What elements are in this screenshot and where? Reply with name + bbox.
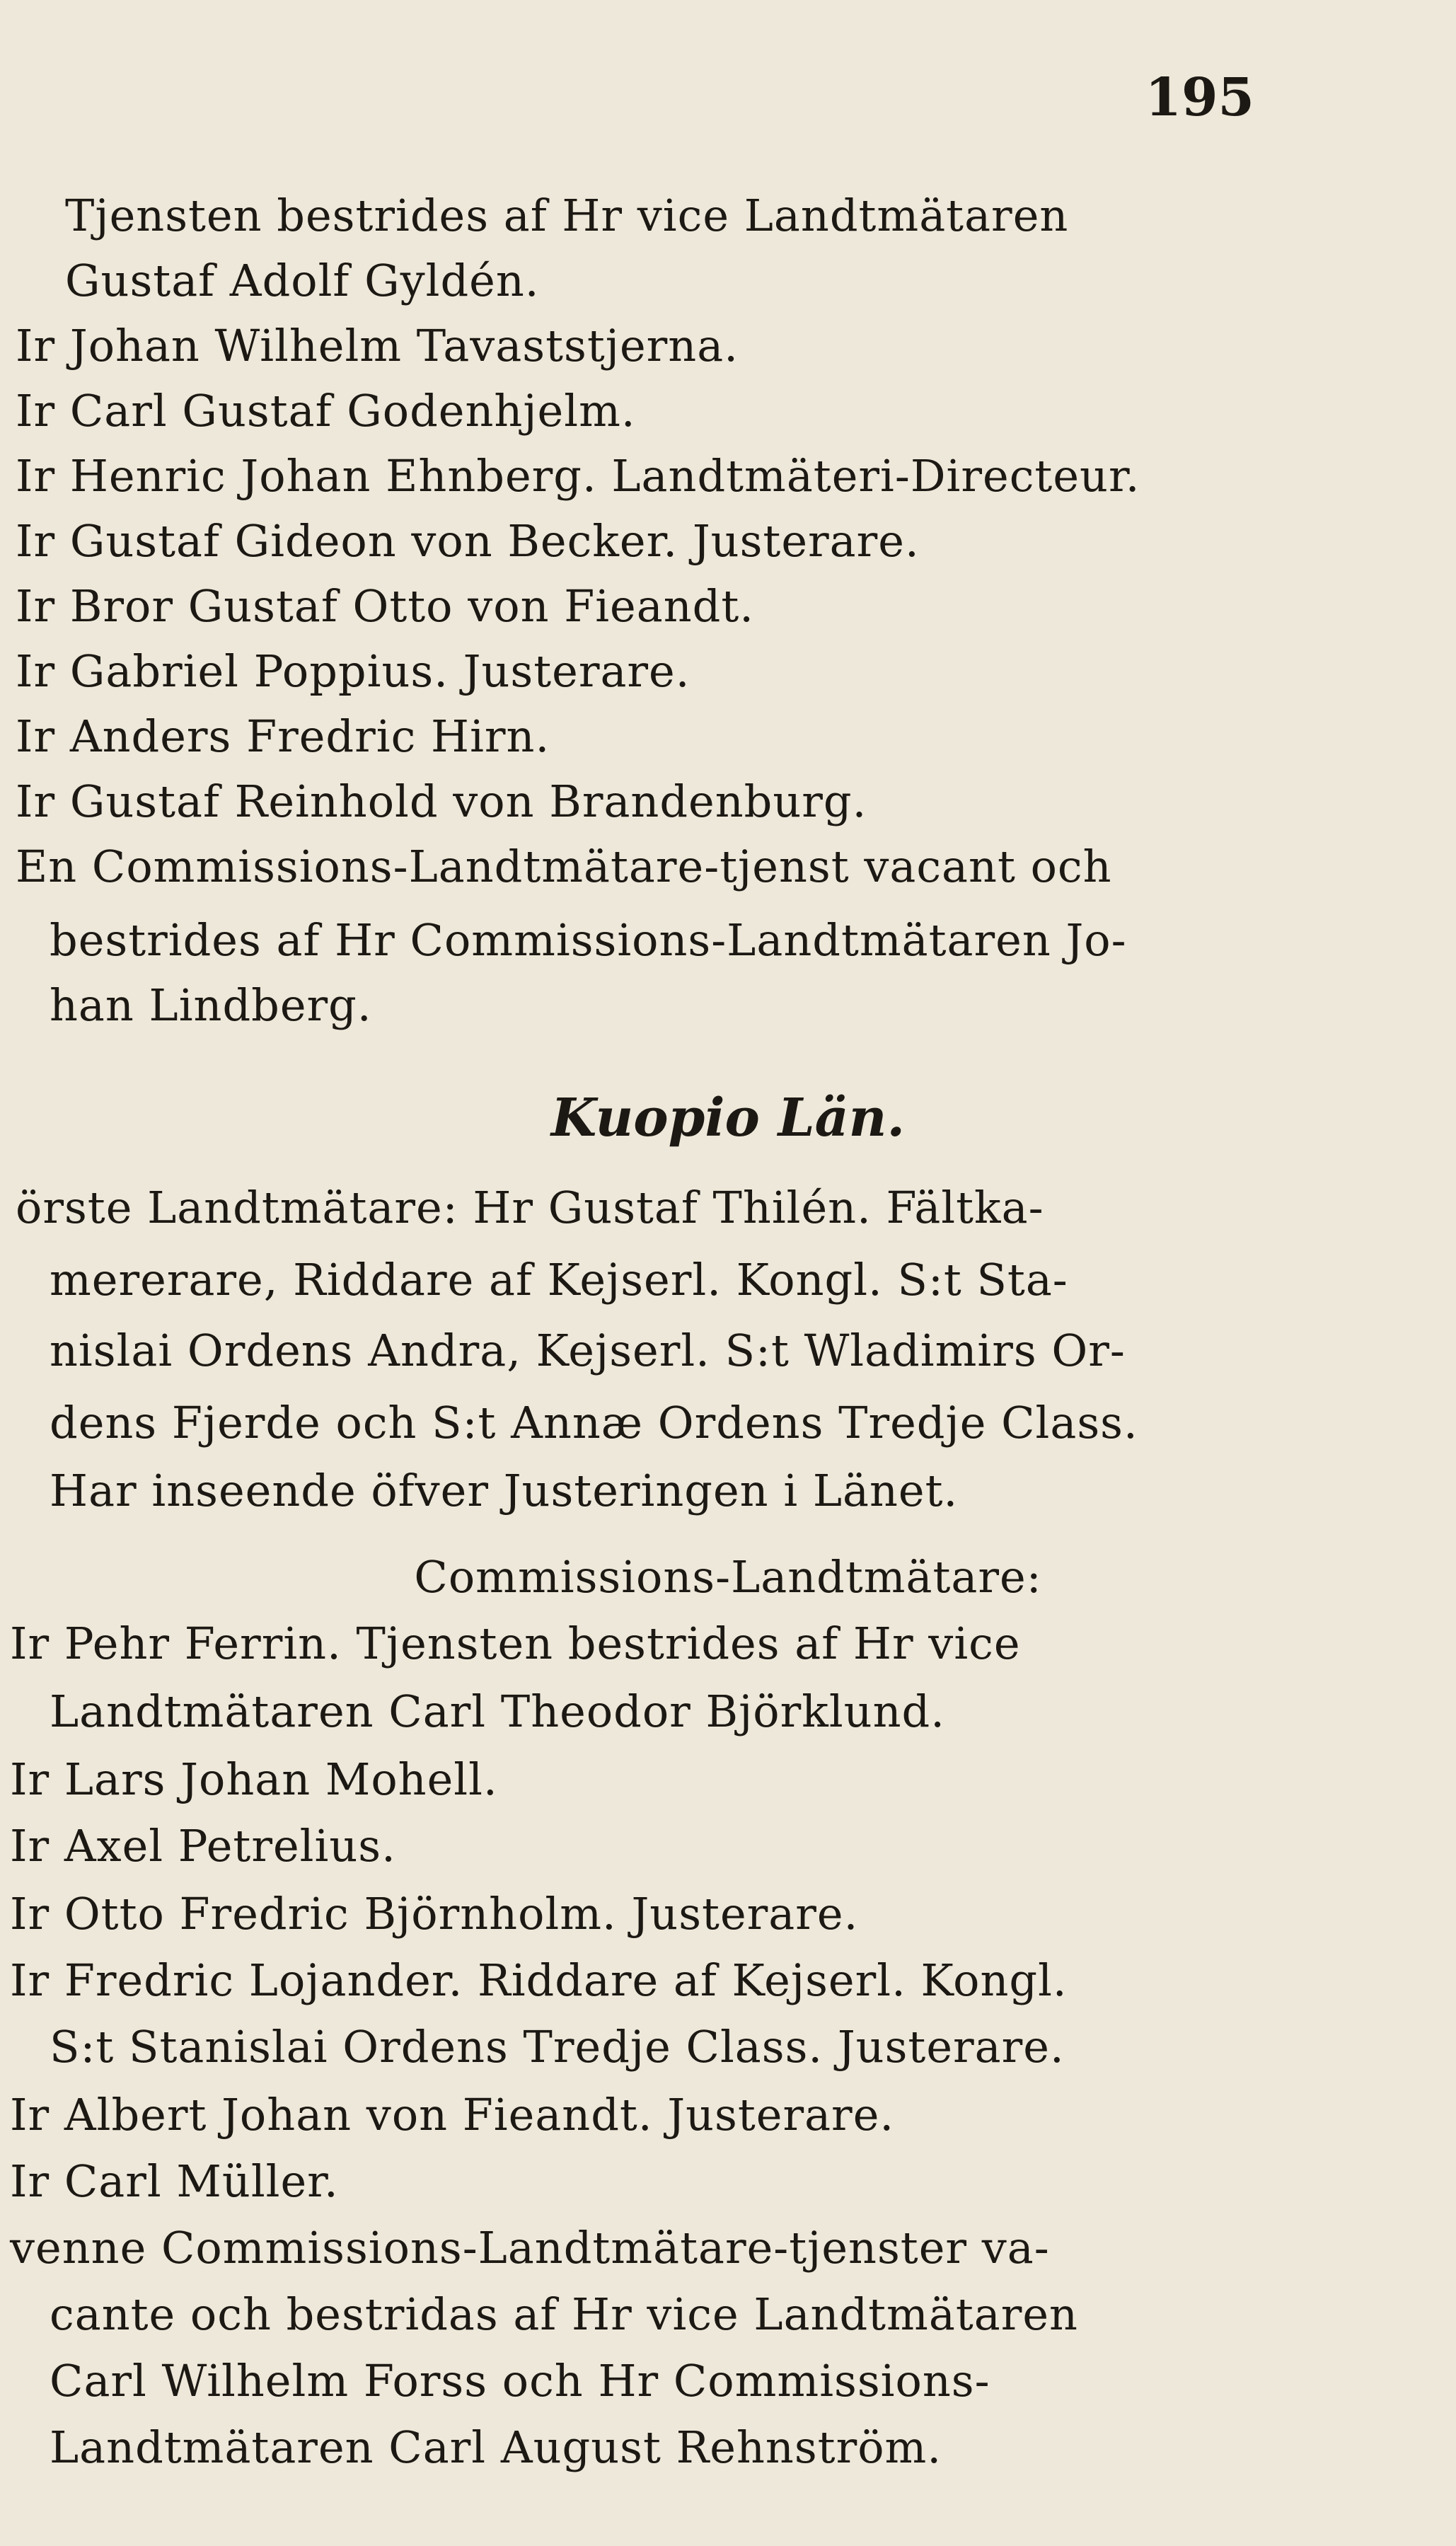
section-heading: Kuopio Län.: [550, 1088, 906, 1148]
text-line: Ir Otto Fredric Björnholm. Justerare.: [10, 1888, 859, 1940]
text-line: Carl Wilhelm Forss och Hr Commissions-: [50, 2355, 990, 2407]
text-line: mererare, Riddare af Kejserl. Kongl. S:t Sta-: [50, 1254, 1068, 1306]
text-line: Gustaf Adolf Gyldén.: [65, 255, 540, 306]
text-line: dens Fjerde och S:t Annæ Ordens Tredje Class.: [50, 1397, 1138, 1448]
text-line: Ir Axel Petrelius.: [10, 1820, 396, 1872]
text-line: Ir Carl Müller.: [10, 2155, 339, 2207]
text-line: han Lindberg.: [50, 979, 372, 1031]
text-line: venne Commissions-Landtmätare-tjenster va-: [10, 2222, 1050, 2274]
text-line: Ir Lars Johan Mohell.: [10, 1753, 498, 1805]
page-number: 195: [1145, 67, 1254, 128]
text-line: Ir Albert Johan von Fieandt. Justerare.: [10, 2089, 895, 2141]
text-line: Har inseende öfver Justeringen i Länet.: [50, 1465, 959, 1516]
text-line: Ir Johan Wilhelm Tavaststjerna.: [16, 320, 739, 371]
text-line: Ir Henric Johan Ehnberg. Landtmäteri-Directeur.: [16, 450, 1140, 502]
text-line: Landtmätaren Carl Theodor Björklund.: [50, 1686, 945, 1737]
text-line: Ir Anders Fredric Hirn.: [16, 710, 550, 762]
text-line: Ir Fredric Lojander. Riddare af Kejserl. Kongl.: [10, 1954, 1068, 2006]
text-line: nislai Ordens Andra, Kejserl. S:t Wladimirs Or-: [50, 1325, 1126, 1376]
text-line: Ir Carl Gustaf Godenhjelm.: [16, 385, 636, 437]
text-line: bestrides af Hr Commissions-Landtmätaren Jo-: [50, 914, 1127, 966]
text-line: Ir Pehr Ferrin. Tjensten bestrides af Hr vice: [10, 1618, 1021, 1669]
text-line: örste Landtmätare: Hr Gustaf Thilén. Fältka-: [16, 1182, 1044, 1233]
section-subheading: Commissions-Landtmätare:: [414, 1551, 1042, 1603]
text-line: S:t Stanislai Ordens Tredje Class. Justerare.: [50, 2021, 1065, 2073]
text-line: Ir Gabriel Poppius. Justerare.: [16, 645, 691, 697]
text-line: cante och bestridas af Hr vice Landtmätaren: [50, 2288, 1078, 2340]
text-line: Ir Gustaf Gideon von Becker. Justerare.: [16, 515, 920, 567]
text-line: Tjensten bestrides af Hr vice Landtmätaren: [65, 190, 1069, 241]
text-line: Ir Gustaf Reinhold von Brandenburg.: [16, 776, 867, 827]
text-line: Landtmätaren Carl August Rehnström.: [50, 2421, 942, 2473]
text-line: En Commissions-Landtmätare-tjenst vacant och: [16, 841, 1112, 892]
text-line: Ir Bror Gustaf Otto von Fieandt.: [16, 580, 754, 632]
